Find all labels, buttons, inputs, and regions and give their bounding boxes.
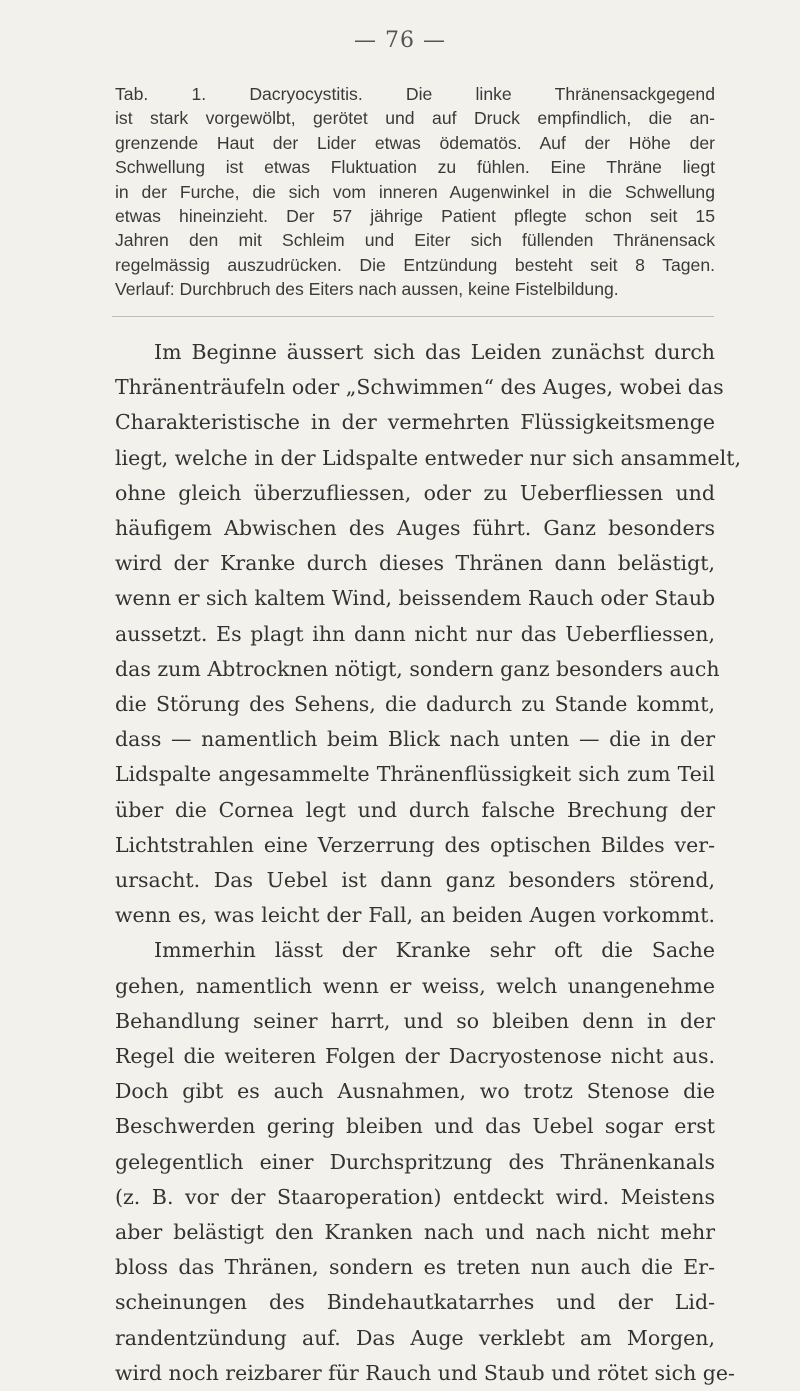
body-line: wenn er sich kaltem Wind, beissendem Rauch oder Staub xyxy=(115,586,716,611)
body-line: Beschwerden gering bleiben und das Uebel sogar erst xyxy=(115,1114,715,1139)
caption-line: regelmässig auszudrücken. Die Entzündung besteht seit 8 Tagen. xyxy=(115,254,715,275)
body-line: scheinungen des Bindehautkatarrhes und der Lid- xyxy=(115,1290,715,1315)
body-line: wenn es, was leicht der Fall, an beiden Augen vorkommt. xyxy=(115,903,715,928)
body-line: bloss das Thränen, sondern es treten nun auch die Er- xyxy=(115,1255,715,1280)
body-line: randentzündung auf. Das Auge verklebt am Morgen, xyxy=(115,1325,715,1350)
body-line: aussetzt. Es plagt ihn dann nicht nur das Ueberfliessen, xyxy=(115,621,715,646)
body-line: das zum Abtrocknen nötigt, sondern ganz besonders auch xyxy=(115,656,720,681)
body-line: Doch gibt es auch Ausnahmen, wo trotz Stenose die xyxy=(115,1079,715,1104)
body-line: (z. B. vor der Staaroperation) entdeckt wird. Meistens xyxy=(115,1184,715,1209)
caption-line: etwas hineinzieht. Der 57 jährige Patient pflegte schon seit 15 xyxy=(115,206,715,227)
body-line: Regel die weiteren Folgen der Dacryostenose nicht aus. xyxy=(115,1044,715,1069)
body-line: Im Beginne äussert sich das Leiden zunächst durch xyxy=(154,340,715,364)
caption-line: in der Furche, die sich vom inneren Augenwinkel in die Schwellung xyxy=(115,181,715,202)
body-line: Lichtstrahlen eine Verzerrung des optischen Bildes ver- xyxy=(115,832,715,857)
body-line: Lidspalte angesammelte Thränenflüssigkeit sich zum Teil xyxy=(115,762,715,787)
caption-line: Verlauf: Durchbruch des Eiters nach aussen, keine Fistelbildung. xyxy=(115,279,619,300)
body-line: dass — namentlich beim Blick nach unten — die in der xyxy=(115,727,715,752)
section-divider xyxy=(112,316,714,317)
body-line: wird noch reizbarer für Rauch und Staub und rötet sich ge- xyxy=(115,1360,735,1385)
body-line: Behandlung seiner harrt, und so bleiben denn in der xyxy=(115,1008,715,1033)
body-line: gelegentlich einer Durchspritzung des Thränenkanals xyxy=(115,1149,715,1174)
body-line: wird der Kranke durch dieses Thränen dann belästigt, xyxy=(115,551,715,576)
body-line: Charakteristische in der vermehrten Flüssigkeitsmenge xyxy=(115,410,715,435)
body-line: über die Cornea legt und durch falsche Brechung der xyxy=(115,797,715,822)
body-line: häufigem Abwischen des Auges führt. Ganz besonders xyxy=(115,516,715,541)
body-line: liegt, welche in der Lidspalte entweder nur sich ansammelt, xyxy=(115,445,741,470)
body-line: Immerhin lässt der Kranke sehr oft die Sache xyxy=(154,938,715,963)
body-text xyxy=(115,335,741,1391)
body-line: die Störung des Sehens, die dadurch zu Stande kommt, xyxy=(115,692,715,717)
body-line: ohne gleich überzufliessen, oder zu Ueberfliessen und xyxy=(115,480,715,505)
body-line: gehen, namentlich wenn er weiss, welch unangenehme xyxy=(115,973,715,998)
figure-caption xyxy=(115,82,715,302)
body-line: ursacht. Das Uebel ist dann ganz besonders störend, xyxy=(115,868,715,893)
body-line: Thränenträufeln oder „Schwimmen“ des Auges, wobei das xyxy=(115,375,724,400)
caption-line: Jahren den mit Schleim und Eiter sich füllenden Thränensack xyxy=(115,230,715,251)
caption-line: Schwellung ist etwas Fluktuation zu fühlen. Eine Thräne liegt xyxy=(115,157,715,178)
caption-line: Tab. 1. Dacryocystitis. Die linke Thränensackgegend xyxy=(115,84,715,104)
body-line: aber belästigt den Kranken nach und nach nicht mehr xyxy=(115,1220,715,1245)
caption-line: ist stark vorgewölbt, gerötet und auf Druck empfindlich, die an- xyxy=(115,108,715,129)
page-number: — 76 — xyxy=(354,28,446,53)
caption-line: grenzende Haut der Lider etwas ödematös. Auf der Höhe der xyxy=(115,132,715,153)
